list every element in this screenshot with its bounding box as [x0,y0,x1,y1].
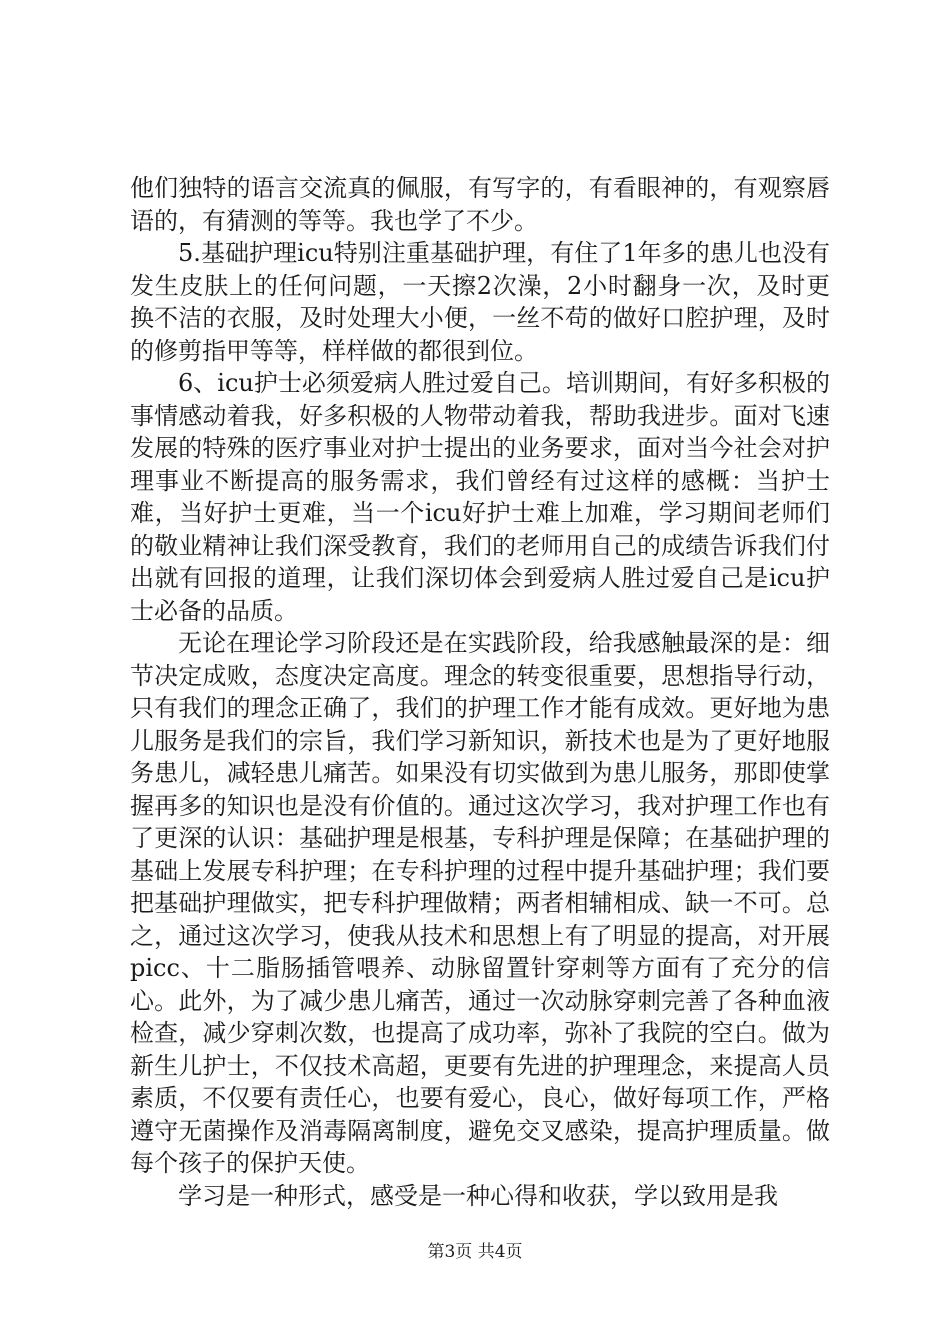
paragraph-2: 5.基础护理icu特别注重基础护理，有住了1年多的患儿也没有发生皮肤上的任何问题，一天擦2次澡，2小时翻身一次，及时更换不洁的衣服，及时处理大小便，一丝不苟的做好口腔护理，及时的修剪指甲等等，样样做的都很到位。 [130,239,830,365]
paragraph-4: 无论在理论学习阶段还是在实践阶段，给我感触最深的是：细节决定成败，态度决定高度。理念的转变很重要，思想指导行动，只有我们的理念正确了，我们的护理工作才能有成效。更好地为患儿服务是我们的宗旨，我们学习新知识，新技术也是为了更好地服务患儿，减轻患儿痛苦。如果没有切实做到为患儿服务，那即使掌握再多的知识也是没有价值的。通过这次学习，我对护理工作也有了更深的认识：基础护理是根基，专科护理是保障；在基础护理的基础上发展专科护理；在专科护理的过程中提升基础护理；我们要把基础护理做实，把专科护理做精；两者相辅相成、缺一不可。总之，通过这次学习，使我从技术和思想上有了明显的提高，对开展picc、十二脂肠插管喂养、动脉留置针穿刺等方面有了充分的信心。此外，为了减少患儿痛苦，通过一次动脉穿刺完善了各种血液检查，减少穿刺次数，也提高了成功率，弥补了我院的空白。做为新生儿护士，不仅技术高超，更要有先进的护理理念，来提高人员素质，不仅要有责任心，也要有爱心，良心，做好每项工作，严格遵守无菌操作及消毒隔离制度，避免交叉感染，提高护理质量。做每个孩子的保护天使。 [130,629,830,1177]
page-footer [0,1241,950,1263]
document-body [130,172,830,1212]
paragraph-5: 学习是一种形式，感受是一种心得和收获，学以致用是我 [178,1181,778,1210]
page-number: 第3页 共4页 [427,1242,523,1262]
paragraph-3: 6、icu护士必须爱病人胜过爱自己。培训期间，有好多积极的事情感动着我，好多积极的人物带动着我，帮助我进步。面对飞速发展的特殊的医疗事业对护士提出的业务要求，面对当今社会对护理事业不断提高的服务需求，我们曾经有过这样的感概：当护士难，当好护士更难，当一个icu好护士难上加难，学习期间老师们的敬业精神让我们深受教育，我们的老师用自己的成绩告诉我们付出就有回报的道理，让我们深切体会到爱病人胜过爱自己是icu护士必备的品质。 [130,369,830,625]
paragraph-1: 他们独特的语言交流真的佩服，有写字的，有看眼神的，有观察唇语的，有猜测的等等。我也学了不少。 [130,174,830,235]
